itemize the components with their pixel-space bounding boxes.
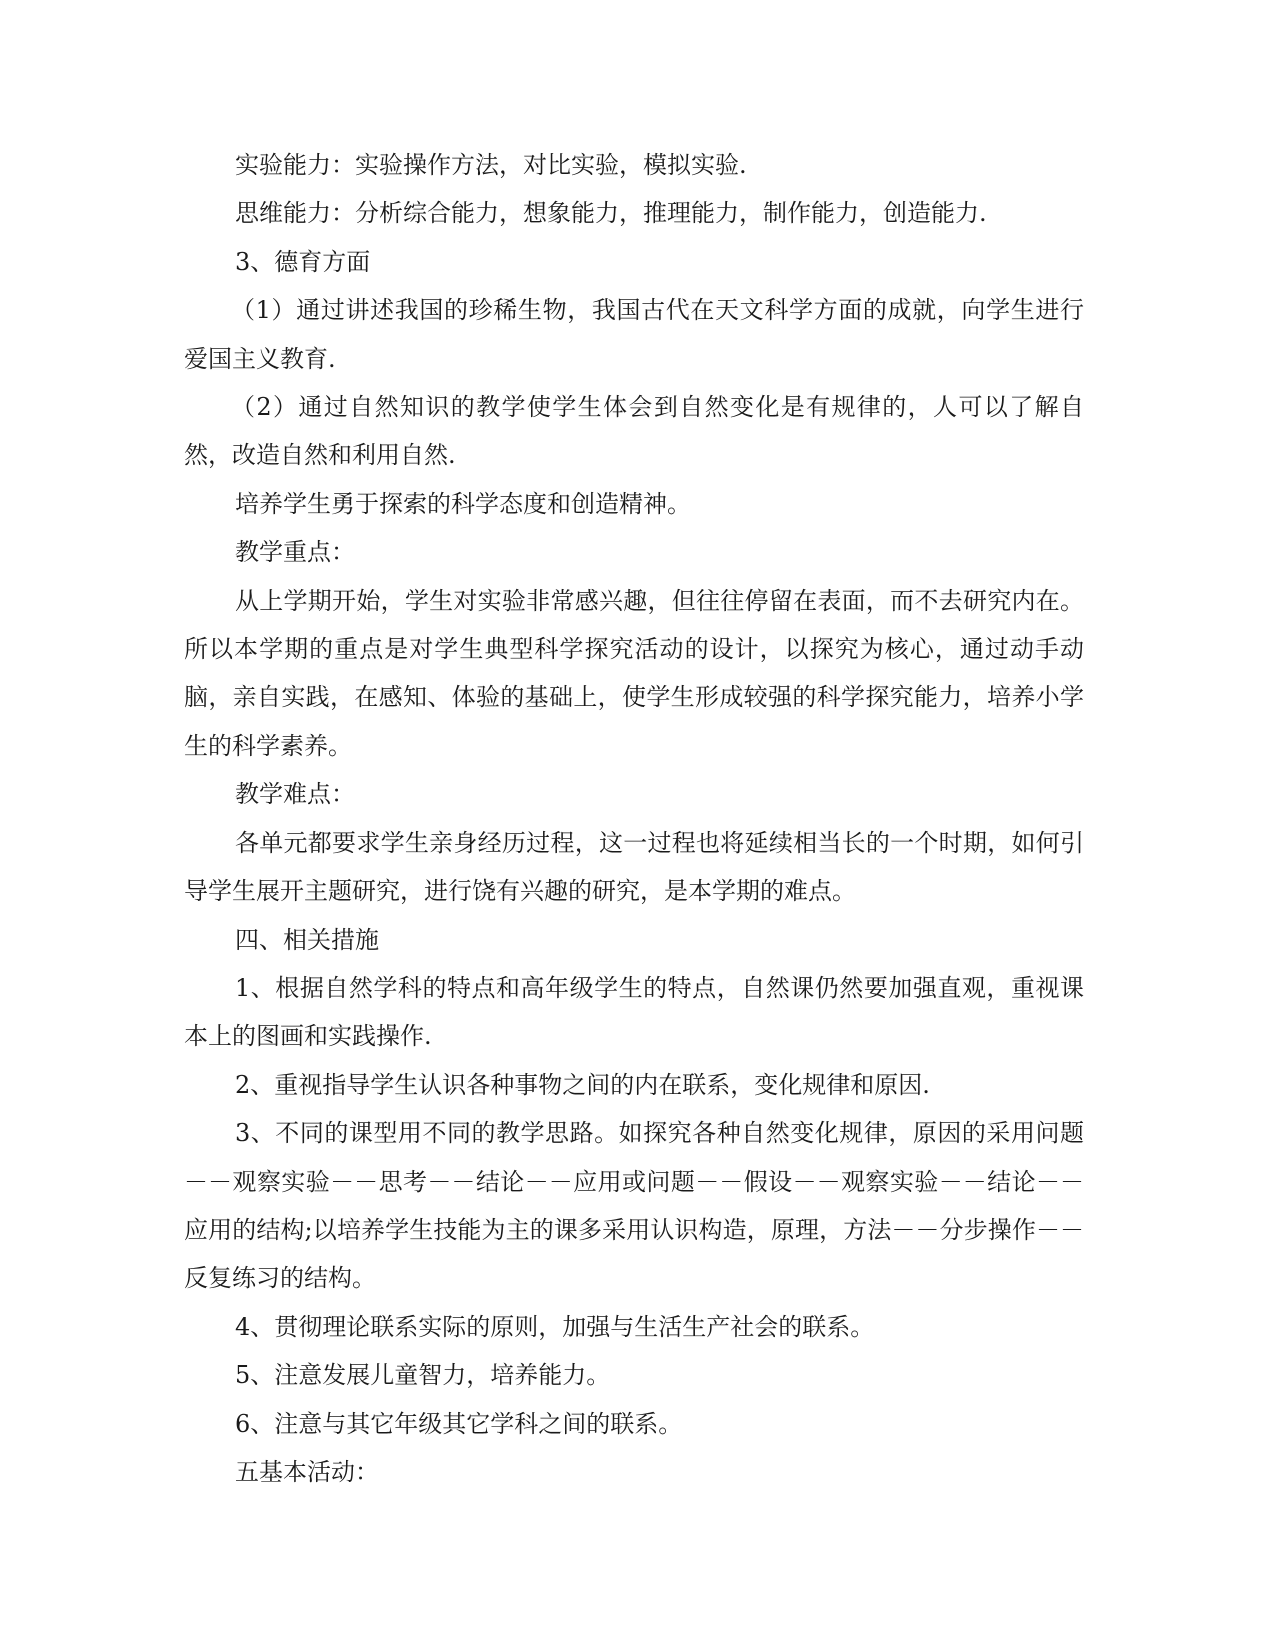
paragraph-teaching-focus: 从上学期开始，学生对实验非常感兴趣，但往往停留在表面，而不去研究内在。所以本学期的重点是对学生典型科学探究活动的设计，以探究为核心，通过动手动脑，亲自实践，在感知、体验的基础上，使学生形成较强的科学探究能力，培养小学生的科学素养。: [184, 586, 1084, 760]
paragraph-scientific-attitude: 培养学生勇于探索的科学态度和创造精神。: [235, 489, 691, 518]
paragraph-thinking-ability: 思维能力：分析综合能力，想象能力，推理能力，制作能力，创造能力.: [235, 199, 987, 228]
section-heading-measures: 四、相关措施: [235, 925, 379, 954]
document-body: [184, 141, 1084, 1496]
paragraph-measure-3: 3、不同的课型用不同的教学思路。如探究各种自然变化规律，原因的采用问题－－观察实验－－思考－－结论－－应用或问题－－假设－－观察实验－－结论－－应用的结构;以培养学生技能为主的课多采用认识构造，原理，方法－－分步操作－－反复练习的结构。: [184, 1119, 1084, 1293]
paragraph-measure-6: 6、注意与其它年级其它学科之间的联系。: [235, 1409, 683, 1438]
paragraph-measure-5: 5、注意发展儿童智力，培养能力。: [235, 1361, 611, 1390]
paragraph-teaching-difficulty: 各单元都要求学生亲身经历过程，这一过程也将延续相当长的一个时期，如何引导学生展开主题研究，进行饶有兴趣的研究，是本学期的难点。: [184, 828, 1084, 906]
paragraph-measure-4: 4、贯彻理论联系实际的原则，加强与生活生产社会的联系。: [235, 1312, 875, 1341]
paragraph-measure-2: 2、重视指导学生认识各种事物之间的内在联系，变化规律和原因.: [235, 1070, 930, 1099]
heading-teaching-focus: 教学重点：: [235, 538, 355, 567]
heading-teaching-difficulty: 教学难点：: [235, 780, 355, 809]
section-heading-moral-education: 3、德育方面: [235, 247, 371, 276]
paragraph-moral-item-2: （2）通过自然知识的教学使学生体会到自然变化是有规律的，人可以了解自然，改造自然和利用自然.: [184, 393, 1084, 470]
paragraph-measure-1: 1、根据自然学科的特点和高年级学生的特点，自然课仍然要加强直观，重视课本上的图画和实践操作.: [184, 973, 1084, 1051]
section-heading-basic-activities: 五基本活动：: [235, 1457, 379, 1486]
paragraph-experiment-ability: 实验能力：实验操作方法，对比实验，模拟实验.: [235, 151, 747, 179]
paragraph-moral-item-1: （1）通过讲述我国的珍稀生物，我国古代在天文科学方面的成就，向学生进行爱国主义教育.: [184, 296, 1084, 373]
